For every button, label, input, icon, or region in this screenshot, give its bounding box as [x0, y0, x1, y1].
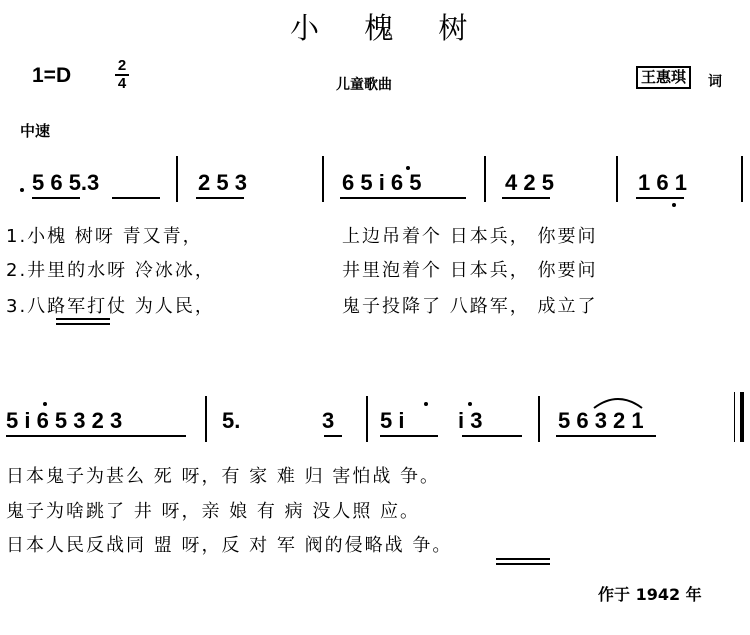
double-underline — [496, 563, 550, 565]
measure-6-notes: 5 i 6 5 3 2 3 — [6, 408, 123, 433]
song-genre: 儿童歌曲 — [336, 77, 392, 93]
time-signature-top: 2 — [117, 57, 127, 74]
measure-7b-notes: 3 — [322, 408, 335, 433]
double-underline — [496, 558, 550, 560]
measure-2-notes: 2 5 3 — [198, 170, 247, 195]
beam-underline — [502, 197, 550, 199]
high-octave-dot — [43, 402, 47, 406]
measure-9-notes: 5 6 3 2 1 — [558, 408, 644, 433]
measure-8-notes: 5 i — [380, 408, 405, 433]
barline — [205, 396, 207, 442]
time-signature-bottom: 4 — [117, 75, 127, 92]
beam-underline — [636, 197, 684, 199]
final-barline-thick — [740, 392, 744, 442]
verse-3-lyric-a: 3.八路军打仗 为人民， — [6, 296, 215, 317]
measure-8b-notes: i 3 — [458, 408, 483, 433]
barline — [741, 156, 743, 202]
beam-underline — [6, 435, 186, 437]
verse-1-lyric-b: 上边吊着个 日本兵， 你要问 — [342, 226, 598, 247]
verse-3-lyric-c: 日本人民反战同 盟 呀，反 对 军 阀的侵略战 争。 — [6, 535, 453, 556]
verse-1-lyric-c: 日本鬼子为甚么 死 呀，有 家 难 归 害怕战 争。 — [6, 466, 441, 487]
key-signature: 1=D — [32, 64, 72, 87]
high-octave-dot — [468, 402, 472, 406]
beam-underline — [112, 197, 160, 199]
high-octave-dot — [406, 166, 410, 170]
measure-1-notes: 5 6 5.3 — [32, 170, 100, 195]
measure-7-notes: 5. — [222, 408, 241, 433]
beam-underline — [556, 435, 656, 437]
lyricist-stamp: 王惠琪 — [636, 66, 691, 89]
high-octave-dot — [424, 402, 428, 406]
verse-3-lyric-b: 鬼子投降了 八路军， 成立了 — [342, 296, 598, 317]
tempo-marking: 中速 — [20, 122, 51, 140]
measure-3-notes: 6 5 i 6 5 — [342, 170, 422, 195]
verse-2-lyric-c: 鬼子为啥跳了 井 呀，亲 娘 有 病 没人照 应。 — [6, 501, 421, 522]
barline — [322, 156, 324, 202]
verse-1-lyric-a: 1.小槐 树呀 青又青， — [6, 226, 203, 247]
final-barline-thin — [734, 392, 735, 442]
barline — [366, 396, 368, 442]
measure-4-notes: 4 2 5 — [505, 170, 554, 195]
low-octave-dot — [672, 203, 676, 207]
beam-underline — [462, 435, 522, 437]
double-underline — [56, 318, 110, 320]
pickup-dot — [20, 188, 24, 192]
slur-mark — [592, 394, 644, 410]
time-signature — [114, 58, 130, 92]
beam-underline — [324, 435, 342, 437]
beam-underline — [32, 197, 80, 199]
composition-date: 作于 1942 年 — [598, 585, 702, 604]
beam-underline — [196, 197, 244, 199]
verse-2-lyric-b: 井里泡着个 日本兵， 你要问 — [342, 260, 598, 281]
barline — [176, 156, 178, 202]
measure-5-notes: 1 6 1 — [638, 170, 687, 195]
double-underline — [56, 323, 110, 325]
barline — [616, 156, 618, 202]
lyricist-suffix: 词 — [708, 74, 722, 90]
verse-2-lyric-a: 2.井里的水呀 冷冰冰， — [6, 260, 215, 281]
beam-underline — [340, 197, 466, 199]
barline — [484, 156, 486, 202]
song-title: 小 槐 树 — [290, 11, 486, 45]
barline — [538, 396, 540, 442]
beam-underline — [380, 435, 438, 437]
